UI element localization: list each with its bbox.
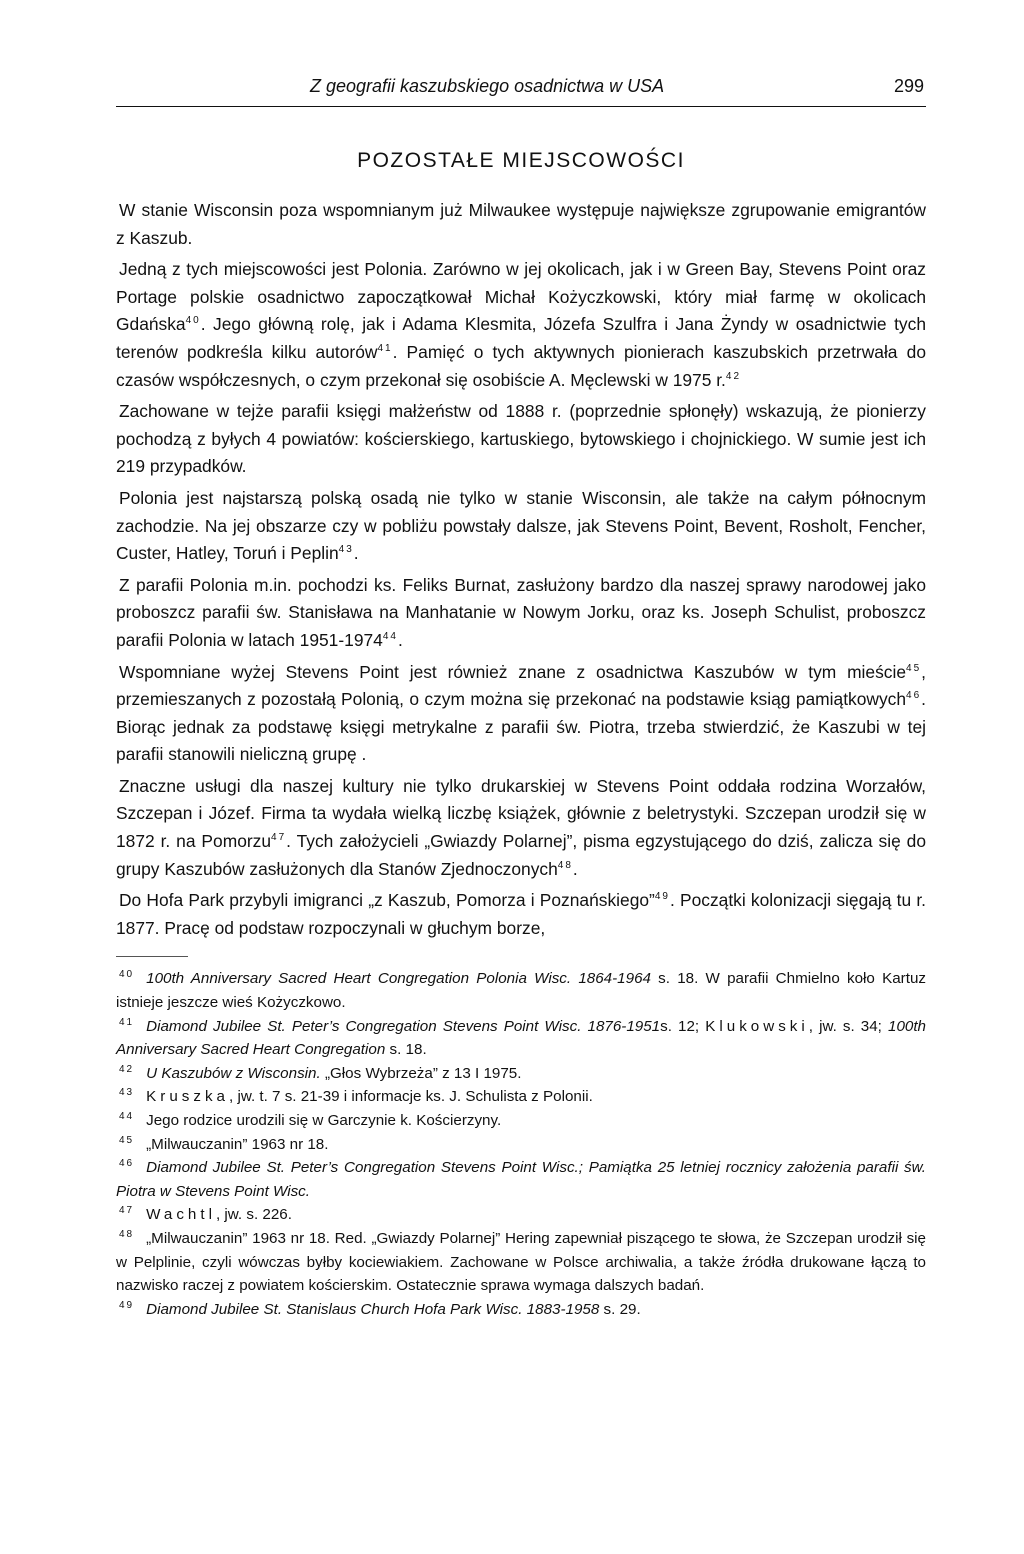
footnote-ref-42[interactable]: 42: [725, 370, 742, 382]
footnote-47: [116, 1203, 926, 1227]
paragraph-text: Jedną z tych miejscowości jest Polonia. Zarówno w jej okolicach, jak i w Green Bay, Stevens Point oraz Portage polskie osadnictwo zapoczątkował Michał Kożyczkowski, który miał farmę w okolicach Gdańska: [116, 259, 926, 335]
footnote-title: 100th Anniversary Sacred Heart Congregation Polonia Wisc. 1864-1964: [146, 970, 651, 988]
footnote-ref-49[interactable]: 49: [654, 891, 670, 903]
footnote-45: [116, 1133, 926, 1157]
section-heading: POZOSTAŁE MIEJSCOWOŚCI: [357, 149, 685, 172]
footnote-number: 45: [119, 1134, 135, 1146]
footnote-ref-41[interactable]: 41: [377, 343, 393, 355]
paragraph-2: [116, 256, 926, 394]
paragraph-6: [116, 659, 926, 769]
paragraph-text: Z parafii Polonia m.in. pochodzi ks. Feliks Burnat, zasłużony bardzo dla naszej sprawy narodowej jako proboszcz parafii św. Stanisława na Manhatanie w Nowym Jorku, oraz ks. Joseph Schulist, proboszcz parafii Polonia w latach 1951-1974: [116, 574, 926, 650]
footnote-title: 100th Anniversary Sacred Heart Congregation: [116, 1017, 927, 1059]
paragraph-text: Znaczne usługi dla naszej kultury nie tylko drukarskiej w Stevens Point oddała rodzina Worzałów, Szczepan i Józef. Firma ta wydała wielką liczbę książek, głównie z beletrystyki. Szczepan urodził się w 1872 r. na Pomorzu: [116, 775, 926, 852]
paragraph-text: . Jego główną rolę, jak i Adama Klesmita, Józefa Szulfra i Jana Żyndy w osadnictwie tych terenów podkreśla kilku autorów: [116, 314, 926, 362]
paragraph-text: , przemieszanych z pozostałą Polonią, o czym można się przekonać na podstawie ksiąg pamiątkowych: [116, 661, 926, 710]
footnote-text: „Głos Wybrzeża” z 13 I 1975.: [320, 1064, 522, 1082]
running-header: [116, 72, 926, 107]
footnote-text: s. 12;: [660, 1017, 706, 1035]
footnote-title: Diamond Jubilee St. Stanislaus Church Hofa Park Wisc. 1883-1958: [146, 1300, 600, 1318]
footnote-43: [116, 1085, 926, 1109]
footnote-text: , jw. t. 7 s. 21-39 i informacje ks. J. Schulista z Polonii.: [229, 1088, 593, 1106]
paragraph-text: Wspomniane wyżej Stevens Point jest również znane z osadnictwa Kaszubów w tym mieście: [119, 661, 907, 682]
footnote-text: , jw. s. 34;: [808, 1017, 888, 1035]
paragraph-text: W stanie Wisconsin poza wspomnianym już Milwaukee występuje największe zgrupowanie emigrantów z Kaszub.: [116, 200, 926, 248]
running-title: Z geografii kaszubskiego osadnictwa w USA: [310, 76, 665, 96]
footnote-separator: [116, 956, 188, 957]
paragraph-1: [116, 197, 926, 252]
paragraph-5: [116, 572, 926, 655]
footnotes: [116, 967, 926, 1321]
paragraph-text: .: [397, 629, 403, 650]
footnote-ref-48[interactable]: 48: [557, 859, 573, 871]
footnote-ref-44[interactable]: 44: [382, 631, 398, 643]
footnote-text: „Milwauczanin” 1963 nr 18. Red. „Gwiazdy Polarnej” Hering zapewniał piszącego te słowa, że Szczepan urodził się w Pelplinie, czyli wówczas byłby kociewiakiem. Zachowane w Polsce archiwalia, a także źródła drukowane łączą to nazwisko raczej z powiatem kościerskim. Ostatecznie sprawa wymaga dalszych badań.: [116, 1229, 926, 1295]
paragraph-text: Polonia jest najstarszą polską osadą nie tylko w stanie Wisconsin, ale także na całym północnym zachodzie. Na jej obszarze czy w pobliżu powstały dalsze, jak Stevens Point, Bevent, Rosholt, Fencher, Custer, Hatley, Toruń i Peplin: [116, 487, 926, 564]
footnote-ref-45[interactable]: 45: [906, 662, 922, 674]
footnote-author: Wachtl: [146, 1206, 216, 1224]
paragraph-text: Zachowane w tejże parafii księgi małżeństw od 1888 r. (poprzednie spłonęły) wskazują, że pionierzy pochodzą z byłych 4 powiatów: kościerskiego, kartuskiego, bytowskiego i chojnickiego. W sumie jest ich 219 przypadków.: [116, 401, 926, 477]
paragraph-7: [116, 773, 926, 883]
footnote-49: [116, 1298, 926, 1322]
paragraph-text: . Tych założycieli „Gwiazdy Polarnej”, pisma egzystującego do dziś, zalicza się do grupy Kaszubów zasłużonych dla Stanów Zjednoczonych: [116, 831, 926, 879]
footnote-number: 40: [119, 969, 135, 981]
footnote-text: s. 18.: [385, 1041, 427, 1059]
footnote-text: „Milwauczanin” 1963 nr 18.: [146, 1135, 329, 1153]
footnote-46: [116, 1156, 926, 1203]
footnote-title: Diamond Jubilee St. Peter’s Congregation Stevens Point Wisc. 1876-1951: [146, 1017, 661, 1035]
footnote-ref-47[interactable]: 47: [271, 832, 287, 844]
paragraph-text: .: [572, 858, 578, 879]
footnote-number: 43: [119, 1087, 135, 1099]
footnote-number: 44: [119, 1110, 135, 1122]
footnote-number: 41: [119, 1016, 135, 1028]
footnote-author: Kruszka: [146, 1088, 229, 1106]
footnote-title: Diamond Jubilee St. Peter’s Congregation Stevens Point Wisc.; Pamiątka 25 letniej rocznicy założenia parafii św. Piotra w Stevens Point Wisc.: [116, 1159, 926, 1200]
footnote-number: 47: [119, 1205, 135, 1217]
body-text: [116, 197, 926, 942]
paragraph-text: .: [353, 543, 359, 564]
footnote-number: 49: [119, 1299, 135, 1311]
footnote-author: Klukowski: [705, 1017, 809, 1035]
footnote-number: 42: [119, 1063, 135, 1075]
paragraph-8: [116, 887, 926, 942]
page-number: 299: [893, 76, 924, 96]
footnote-ref-40[interactable]: 40: [185, 315, 201, 327]
footnote-48: [116, 1227, 926, 1298]
paragraph-text: . Początki kolonizacji sięgają tu r. 1877. Pracę od podstaw rozpoczynali w głuchym borze,: [116, 890, 927, 938]
footnote-40: [116, 967, 926, 1014]
footnote-text: Jego rodzice urodzili się w Garczynie k. Kościerzyny.: [146, 1112, 502, 1129]
footnote-text: s. 29.: [599, 1300, 641, 1318]
paragraph-3: [116, 398, 926, 481]
footnote-42: [116, 1062, 926, 1086]
footnote-text: , jw. s. 226.: [215, 1206, 292, 1224]
footnote-ref-43[interactable]: 43: [338, 544, 354, 556]
footnote-41: [116, 1015, 926, 1062]
footnote-title: U Kaszubów z Wisconsin.: [146, 1064, 321, 1082]
document-page: [116, 72, 926, 1321]
footnote-number: 46: [119, 1158, 135, 1170]
footnote-text: s. 18. W parafii Chmielno koło Kartuz istnieje jeszcze wieś Kożyczkowo.: [116, 970, 926, 1012]
paragraph-4: [116, 485, 926, 568]
paragraph-text: . Pamięć o tych aktywnych pionierach kaszubskich przetrwała do czasów współczesnych, o czym przekonał się osobiście A. Męclewski w 1975 r.: [116, 341, 926, 390]
footnote-44: [116, 1109, 926, 1133]
footnote-number: 48: [119, 1228, 135, 1240]
paragraph-text: . Biorąc jednak za podstawę księgi metrykalne z parafii św. Piotra, trzeba stwierdzić, że Kaszubi w tej parafii stanowili nieliczną grupę .: [116, 689, 926, 765]
paragraph-text: Do Hofa Park przybyli imigranci „z Kaszub, Pomorza i Poznańskiego”: [119, 890, 655, 911]
footnote-ref-46[interactable]: 46: [906, 690, 922, 702]
